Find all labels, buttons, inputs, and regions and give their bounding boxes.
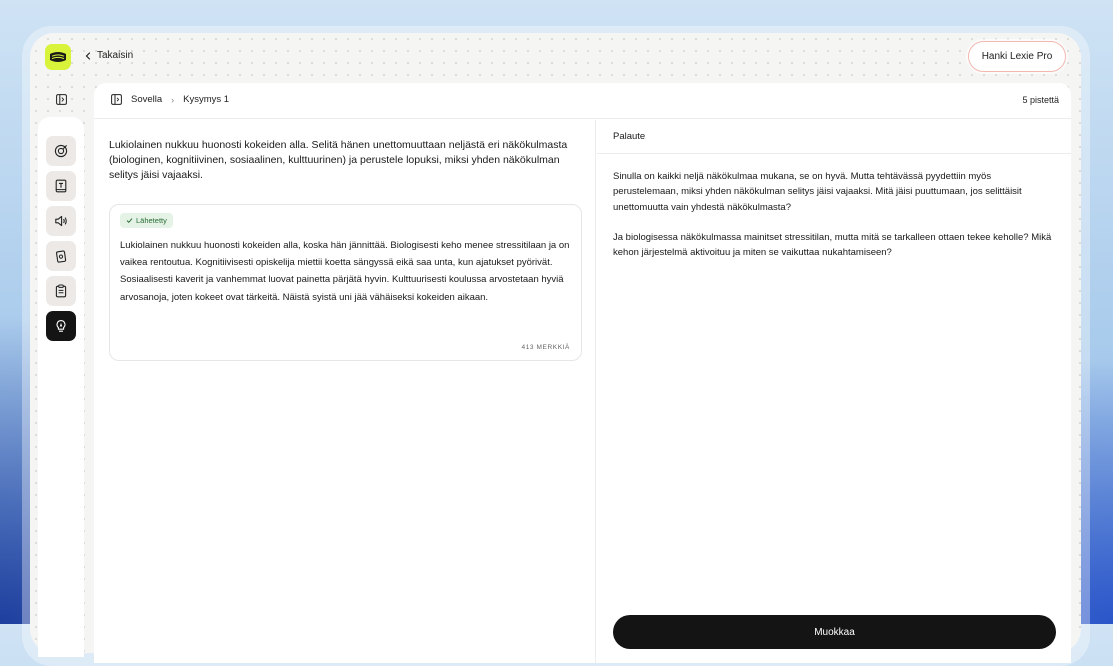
panel-toggle-icon[interactable] [111,94,122,105]
answer-text: Lukiolainen nukkuu huonosti kokeiden alla, koska hän jännittää. Biologisesti keho menee stressitilaan ja on vaikea rentoutua. Kognitiivisesti opiskelija miettii koetta sängyssä eikä saa unta, kun ajatukset pyörivät. Sosiaalisesti kaverit ja vanhemmat luovat painetta pärjätä hyvin. Kulttuurisesti koulussa arvostetaan hyviä arvosanoja, joten kokeet ovat tärkeitä. Näistä syistä uni jää vähäiseksi kokeiden aikaan. [120,240,570,303]
sidebar-item-listen[interactable] [46,206,76,236]
clipboard-icon [54,284,68,298]
character-count: 413 MERKKIÄ [521,344,570,351]
feedback-pane [597,120,1071,663]
feedback-title: Palaute [613,131,646,142]
chevron-left-icon [84,52,92,60]
feedback-paragraph: Sinulla on kaikki neljä näkökulmaa mukana, se on hyvä. Mutta tehtävässä pyydettiin myös perustelemaan, miksi yhden näkökulman selitys jäisi vajaaksi. Mitä jäisi puuttumaan, jos selittäisit unettomuutta vain yhdestä näkökulmasta? [613,171,1022,213]
answer-card [109,204,582,361]
feedback-paragraph: Ja biologisessa näkökulmassa mainitset stressitilan, mutta mitä se tarkalleen ottaen tekee keholle? Mikä kehon järjestelmä aktivoituu ja miten se vaikuttaa nukahtamiseen? [613,231,1052,259]
question-text: Lukiolainen nukkuu huonosti kokeiden alla. Selitä hänen unettomuuttaan neljästä eri näkökulmasta (biologinen, kognitiivinen, sosiaalinen, kulttuurinen) ja perustele lopuksi, miksi yhden näkökulman selitys jäisi vajaaksi. [109,139,568,181]
breadcrumb-question[interactable]: Kysymys 1 [183,94,230,105]
feedback-header [597,120,1071,154]
breadcrumb [111,94,229,105]
check-icon [126,217,133,224]
points-label: 5 pistettä [1022,95,1059,105]
target-check-icon [54,144,68,158]
back-label: Takaisin [97,50,134,61]
speaker-icon [54,214,68,228]
app-window [30,33,1081,653]
sidebar-item-flashcards[interactable] [46,241,76,271]
logo-mark-icon [47,46,69,68]
sidebar-item-apply[interactable] [46,311,76,341]
lexie-logo[interactable] [45,44,71,70]
sidebar-item-goals[interactable] [46,136,76,166]
lightbulb-icon [54,319,68,333]
breadcrumb-bar [94,83,1071,119]
chevron-right-icon: › [171,94,175,105]
sidebar-item-study[interactable] [46,171,76,201]
question-pane [94,120,596,663]
flashcards-icon [54,249,68,263]
get-pro-button[interactable]: Hanki Lexie Pro [968,41,1066,72]
breadcrumb-apply[interactable]: Sovella [131,94,163,105]
back-button[interactable] [84,50,133,61]
status-badge [120,213,173,228]
status-label: Lähetetty [136,216,167,225]
book-icon [54,179,68,193]
sidebar-panel-icon [56,94,67,105]
feedback-body [613,169,1058,260]
sidebar-item-tasks[interactable] [46,276,76,306]
sidebar [38,117,84,657]
sidebar-toggle-button[interactable] [54,92,68,106]
main-panel [94,83,1071,663]
edit-button[interactable]: Muokkaa [613,615,1056,649]
